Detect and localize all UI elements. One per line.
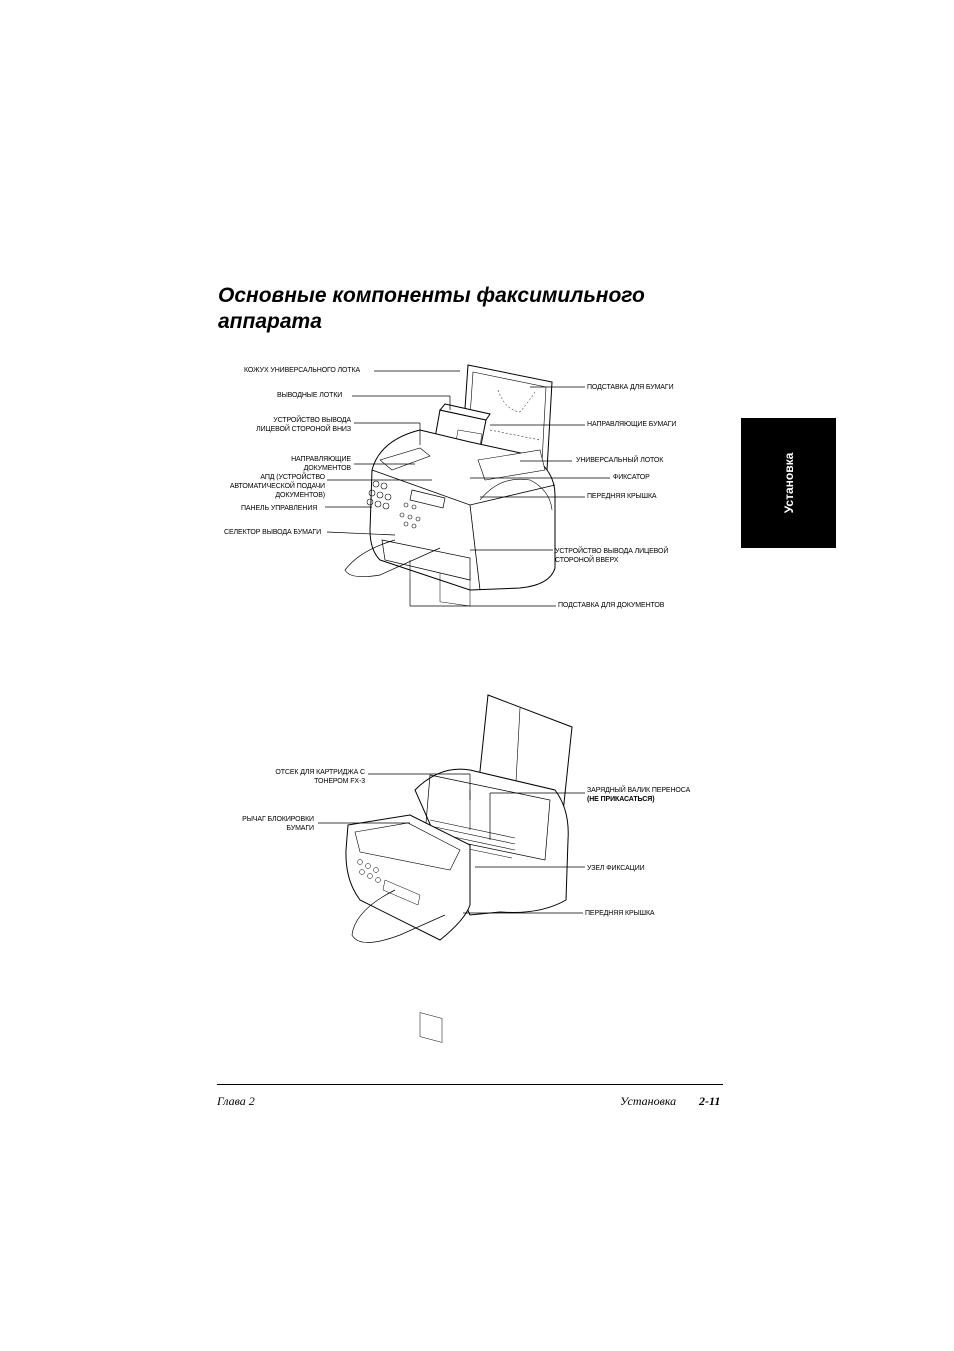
label-document-guides: [220, 455, 351, 473]
label-front-cover-open: ПЕРЕДНЯЯ КРЫШКА: [585, 910, 655, 917]
label-faceup-output-line1: УСТРОЙСТВО ВЫВОДА ЛИЦЕВОЙ: [555, 548, 669, 555]
label-document-rest: ПОДСТАВКА ДЛЯ ДОКУМЕНТОВ: [558, 602, 665, 609]
label-faceup-output: [555, 547, 668, 565]
label-latch: ФИКСАТОР: [613, 474, 650, 481]
label-transfer-roller: [587, 786, 690, 804]
label-universal-tray: УНИВЕРСАЛЬНЫЙ ЛОТОК: [576, 457, 664, 464]
label-fixing-assembly: УЗЕЛ ФИКСАЦИИ: [587, 865, 645, 872]
label-cartridge-bay-line2: ТОНЕРОМ FX-3: [314, 778, 365, 785]
label-adf-line3: ДОКУМЕНТОВ): [275, 492, 325, 499]
page-title-line2: аппарата: [218, 310, 322, 333]
label-paper-lock-lever: [214, 815, 314, 833]
label-control-panel: ПАНЕЛЬ УПРАВЛЕНИЯ: [241, 505, 318, 512]
label-paper-rest: ПОДСТАВКА ДЛЯ БУМАГИ: [587, 384, 674, 391]
footer-section: Установка: [620, 1094, 677, 1108]
fax-body-drawing: [345, 430, 555, 606]
page-title-line1: Основные компоненты факсимильного: [218, 284, 645, 307]
label-document-guides-line1: НАПРАВЛЯЮЩИЕ: [291, 456, 351, 463]
label-faceup-output-line2: СТОРОНОЙ ВВЕРХ: [555, 557, 619, 564]
label-cartridge-bay-line1: ОТСЕК ДЛЯ КАРТРИДЖА С: [275, 769, 365, 776]
label-document-guides-line2: ДОКУМЕНТОВ: [303, 465, 351, 472]
label-front-cover: ПЕРЕДНЯЯ КРЫШКА: [587, 493, 657, 500]
fax-open-drawing: [346, 695, 572, 1042]
label-paper-lock-lever-line2: БУМАГИ: [286, 825, 314, 832]
label-paper-guides: НАПРАВЛЯЮЩИЕ БУМАГИ: [587, 421, 677, 428]
label-adf: [200, 473, 325, 500]
label-facedown-output-line2: ЛИЦЕВОЙ СТОРОНОЙ ВНИЗ: [256, 426, 351, 433]
label-transfer-roller-warning: (НЕ ПРИКАСАТЬСЯ): [587, 796, 655, 803]
label-adf-line2: АВТОМАТИЧЕСКОЙ ПОДАЧИ: [229, 483, 325, 490]
label-output-trays: ВЫВОДНЫЕ ЛОТКИ: [277, 392, 343, 399]
footer-page-number: 2-11: [699, 1094, 721, 1108]
label-facedown-output: [220, 416, 351, 434]
label-adf-line1: АПД (УСТРОЙСТВО: [260, 474, 325, 481]
label-facedown-output-line1: УСТРОЙСТВО ВЫВОДА: [273, 417, 351, 424]
label-transfer-roller-line1: ЗАРЯДНЫЙ ВАЛИК ПЕРЕНОСА: [587, 787, 691, 794]
footer-chapter: Глава 2: [217, 1094, 255, 1108]
label-cartridge-bay: [240, 768, 365, 786]
chapter-side-tab-label: Установка: [781, 452, 796, 514]
label-universal-tray-cover: КОЖУХ УНИВЕРСАЛЬНОГО ЛОТКА: [244, 367, 361, 374]
label-paper-lock-lever-line1: РЫЧАГ БЛОКИРОВКИ: [242, 816, 314, 823]
footer-rule: [217, 1084, 723, 1085]
label-paper-output-selector: СЕЛЕКТОР ВЫВОДА БУМАГИ: [224, 529, 322, 536]
